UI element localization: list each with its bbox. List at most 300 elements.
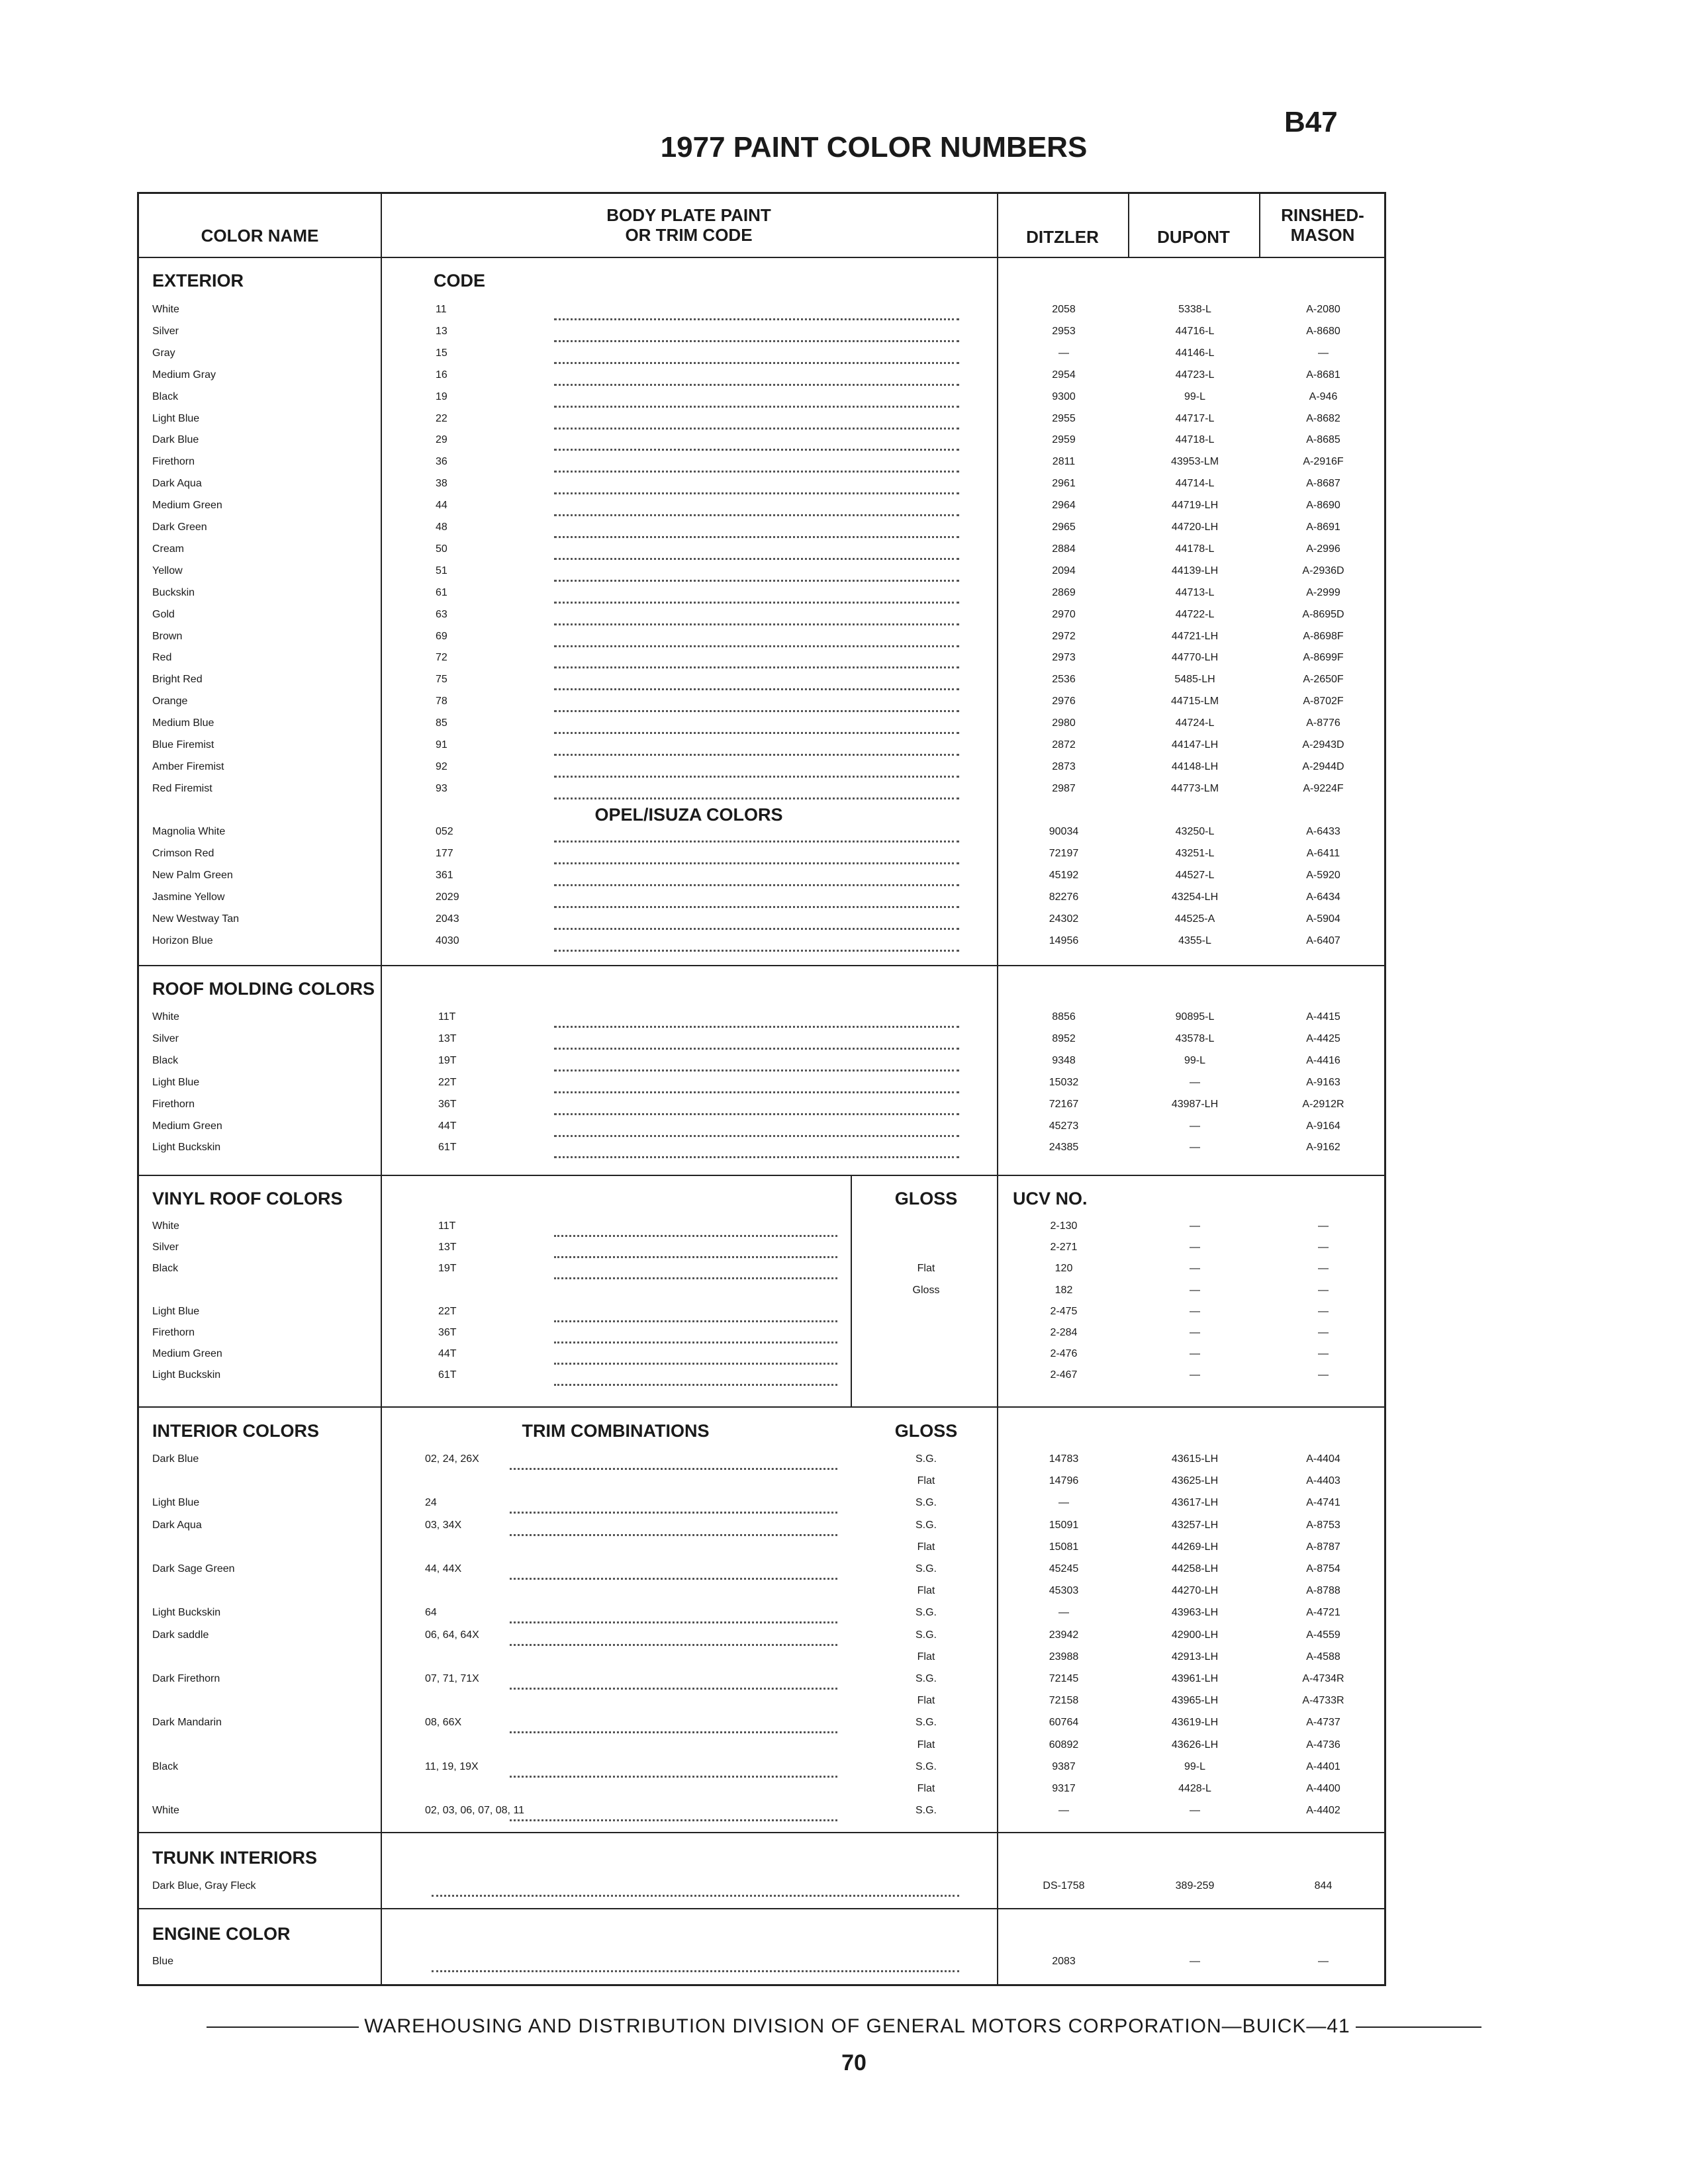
paint-code: 69 — [436, 630, 447, 642]
color-name: Bright Red — [152, 674, 203, 686]
gloss-value: Flat — [917, 1783, 935, 1794]
vinyl-gloss-label: GLOSS — [894, 1189, 958, 1208]
rinshed-mason-number: A-4402 — [1306, 1805, 1340, 1817]
rinshed-mason-number: — — [1318, 1242, 1329, 1253]
ditzler-number: 14956 — [1049, 934, 1079, 946]
page-title: 1977 PAINT COLOR NUMBERS — [660, 131, 1088, 163]
rinshed-mason-number: A-8681 — [1306, 369, 1340, 381]
rinshed-mason-number: A-2916F — [1303, 456, 1344, 468]
ditzler-number: 2964 — [1052, 500, 1076, 512]
ditzler-number: 2869 — [1052, 586, 1076, 598]
gloss-value: Flat — [917, 1585, 935, 1597]
table-row — [139, 913, 1384, 935]
dupont-number: 44713-L — [1175, 586, 1215, 598]
paint-code: 44T — [438, 1120, 457, 1132]
dot-leader — [554, 1332, 837, 1343]
color-name: Magnolia White — [152, 826, 226, 837]
paint-code: 19T — [438, 1054, 457, 1066]
paint-code: 4030 — [436, 934, 459, 946]
table-row — [139, 1629, 1384, 1651]
dupont-number: 99-L — [1184, 1054, 1206, 1066]
dot-leader — [554, 831, 959, 842]
gloss-value: S.G. — [915, 1760, 937, 1772]
dupont-number: 43963-LH — [1171, 1607, 1219, 1619]
dot-leader — [554, 1353, 837, 1365]
dupont-number: 44721-LH — [1171, 630, 1219, 642]
dot-leader — [554, 679, 959, 690]
dupont-number: 43578-L — [1175, 1032, 1215, 1044]
dot-leader — [554, 1017, 959, 1028]
dupont-number: 44720-LH — [1171, 522, 1219, 533]
table-row — [139, 413, 1384, 435]
dupont-number: 44148-LH — [1171, 760, 1219, 772]
dot-leader — [554, 418, 959, 430]
dot-leader — [510, 1766, 837, 1778]
dot-leader — [554, 657, 959, 668]
rinshed-mason-number: A-2996 — [1306, 543, 1340, 555]
table-row — [139, 434, 1384, 456]
paint-code: 36T — [438, 1327, 457, 1338]
dupont-number: — — [1190, 1220, 1200, 1232]
ditzler-number: 9300 — [1052, 390, 1076, 402]
dot-leader — [554, 1247, 837, 1258]
paint-code: 64 — [425, 1607, 437, 1619]
table-row — [139, 304, 1384, 326]
dupont-number: — — [1190, 1142, 1200, 1154]
color-name: Red Firemist — [152, 782, 212, 794]
color-name: Dark Aqua — [152, 478, 202, 490]
ditzler-number: 15081 — [1049, 1541, 1079, 1553]
rinshed-mason-number: A-4736 — [1306, 1739, 1340, 1751]
table-row — [139, 935, 1384, 957]
dot-leader — [554, 1082, 959, 1093]
table-row — [139, 1956, 1384, 1978]
rinshed-mason-number: A-4425 — [1306, 1032, 1340, 1044]
dot-leader — [554, 505, 959, 516]
ucv-number: 2-130 — [1050, 1220, 1078, 1232]
ditzler-number: 2536 — [1052, 674, 1076, 686]
dupont-number: 44269-LH — [1171, 1541, 1219, 1553]
dupont-number: 43625-LH — [1171, 1475, 1219, 1487]
footer-text: WAREHOUSING AND DISTRIBUTION DIVISION OF GENERAL MOTORS CORPORATION—BUICK—41 — [364, 2015, 1350, 2037]
dot-leader — [554, 788, 959, 799]
rinshed-mason-number: A-8788 — [1306, 1585, 1340, 1597]
table-row — [139, 631, 1384, 653]
rinshed-mason-number: A-8698F — [1303, 630, 1344, 642]
section-roof-molding: ROOF MOLDING COLORS — [152, 979, 375, 999]
rule-vinyl-roof — [139, 1175, 1384, 1176]
rinshed-mason-number: A-8754 — [1306, 1563, 1340, 1574]
color-name: Light Blue — [152, 1305, 200, 1317]
table-row — [139, 1563, 1384, 1585]
header-rule — [139, 257, 1384, 258]
dot-leader — [554, 723, 959, 734]
color-name: Light Blue — [152, 412, 200, 424]
header-ditzler: DITZLER — [1026, 227, 1099, 247]
page-number: 70 — [841, 2050, 867, 2075]
dupont-number: 44527-L — [1175, 869, 1215, 881]
interior-gloss-label: GLOSS — [894, 1421, 958, 1441]
ucv-number: 2-467 — [1050, 1369, 1078, 1381]
color-name: New Westway Tan — [152, 913, 240, 925]
dupont-number: — — [1190, 1956, 1200, 1967]
ditzler-number: 45303 — [1049, 1585, 1079, 1597]
rinshed-mason-number: A-2999 — [1306, 586, 1340, 598]
gloss-value: Flat — [917, 1739, 935, 1751]
gloss-value: S.G. — [915, 1607, 937, 1619]
ditzler-number: 23988 — [1049, 1651, 1079, 1662]
dupont-number: 4355-L — [1178, 934, 1211, 946]
dot-leader — [554, 1311, 837, 1322]
paint-code: 24 — [425, 1497, 437, 1509]
dupont-number: — — [1190, 1242, 1200, 1253]
color-name: Orange — [152, 696, 188, 707]
rinshed-mason-number: — — [1318, 1348, 1329, 1360]
dot-leader — [554, 461, 959, 473]
table-row — [139, 891, 1384, 913]
dot-leader — [554, 636, 959, 647]
rinshed-mason-number: A-4737 — [1306, 1717, 1340, 1729]
color-name: Amber Firemist — [152, 760, 224, 772]
paint-code: 85 — [436, 717, 447, 729]
paint-code: 2043 — [436, 913, 459, 925]
rinshed-mason-number: A-5920 — [1306, 869, 1340, 881]
ditzler-number: 2961 — [1052, 478, 1076, 490]
rinshed-mason-number: A-8776 — [1306, 717, 1340, 729]
ditzler-number: 9348 — [1052, 1054, 1076, 1066]
table-row — [139, 696, 1384, 717]
dupont-number: 44258-LH — [1171, 1563, 1219, 1574]
color-name: Blue Firemist — [152, 739, 214, 751]
dot-leader — [554, 919, 959, 930]
color-name: Medium Green — [152, 1120, 222, 1132]
paint-code: 13 — [436, 325, 447, 337]
paint-code: 06, 64, 64X — [425, 1629, 479, 1641]
rinshed-mason-number: — — [1318, 1220, 1329, 1232]
ditzler-number: 2083 — [1052, 1956, 1076, 1967]
table-row — [139, 522, 1384, 543]
color-name: Medium Green — [152, 500, 222, 512]
color-name: Brown — [152, 630, 183, 642]
color-name: Silver — [152, 1032, 179, 1044]
paint-code: 02, 24, 26X — [425, 1453, 479, 1465]
table-row — [139, 1285, 1384, 1306]
paint-code: 63 — [436, 608, 447, 620]
dot-leader — [510, 1459, 837, 1470]
dot-leader — [510, 1569, 837, 1580]
table-row — [139, 1497, 1384, 1519]
page-code: B47 — [1284, 106, 1338, 138]
table-row — [139, 347, 1384, 369]
color-name: Dark Green — [152, 522, 207, 533]
ditzler-number: 2973 — [1052, 652, 1076, 664]
dupont-number: — — [1190, 1348, 1200, 1360]
dupont-number: — — [1190, 1327, 1200, 1338]
gloss-value: Flat — [917, 1475, 935, 1487]
table-row — [139, 870, 1384, 891]
paint-code: 44, 44X — [425, 1563, 462, 1574]
dupont-number: 389-259 — [1175, 1880, 1215, 1891]
ditzler-number: 23942 — [1049, 1629, 1079, 1641]
rinshed-mason-number: A-4403 — [1306, 1475, 1340, 1487]
table-row — [139, 543, 1384, 565]
section-exterior: EXTERIOR — [152, 271, 244, 291]
color-name: Light Buckskin — [152, 1142, 221, 1154]
rinshed-mason-number: A-5904 — [1306, 913, 1340, 925]
dot-leader — [554, 1104, 959, 1115]
rinshed-mason-number: A-9164 — [1306, 1120, 1340, 1132]
rinshed-mason-number: A-2944D — [1302, 760, 1344, 772]
rinshed-mason-number: — — [1318, 347, 1329, 359]
header-mason: MASON — [1290, 225, 1355, 245]
dupont-number: — — [1190, 1120, 1200, 1132]
ditzler-number: 15032 — [1049, 1076, 1079, 1088]
gloss-value: S.G. — [915, 1629, 937, 1641]
rinshed-mason-number: A-4415 — [1306, 1011, 1340, 1023]
dupont-number: 42913-LH — [1171, 1651, 1219, 1662]
color-name: Yellow — [152, 565, 183, 576]
dupont-number: 44722-L — [1175, 608, 1215, 620]
code-label: CODE — [434, 271, 486, 291]
footer — [0, 2015, 1688, 2038]
rinshed-mason-number: A-9224F — [1303, 782, 1344, 794]
gloss-value: S.G. — [915, 1717, 937, 1729]
ditzler-number: 2953 — [1052, 325, 1076, 337]
dupont-number: 44724-L — [1175, 717, 1215, 729]
gloss-value: S.G. — [915, 1673, 937, 1684]
header-dupont: DUPONT — [1157, 227, 1230, 247]
gloss-value: S.G. — [915, 1519, 937, 1531]
dupont-number: 99-L — [1184, 1760, 1206, 1772]
ditzler-number: 2965 — [1052, 522, 1076, 533]
ditzler-number: 2954 — [1052, 369, 1076, 381]
ditzler-number: 45273 — [1049, 1120, 1079, 1132]
ucv-number: 2-271 — [1050, 1242, 1078, 1253]
color-name: New Palm Green — [152, 869, 233, 881]
dupont-number: 44178-L — [1175, 543, 1215, 555]
rinshed-mason-number: A-8753 — [1306, 1519, 1340, 1531]
paint-code: 51 — [436, 565, 447, 576]
color-name: Buckskin — [152, 586, 195, 598]
dupont-number: 43257-LH — [1171, 1519, 1219, 1531]
rinshed-mason-number: A-6433 — [1306, 826, 1340, 837]
paint-code: 48 — [436, 522, 447, 533]
dot-leader — [554, 745, 959, 756]
dupont-number: 43251-L — [1175, 847, 1215, 859]
rinshed-mason-number: A-9163 — [1306, 1076, 1340, 1088]
paint-code: 11T — [438, 1220, 456, 1232]
color-name: Dark Blue, Gray Fleck — [152, 1880, 256, 1891]
dot-leader — [554, 570, 959, 582]
dupont-number: 99-L — [1184, 390, 1206, 402]
rinshed-mason-number: — — [1318, 1327, 1329, 1338]
dupont-number: 44716-L — [1175, 325, 1215, 337]
color-name: Light Blue — [152, 1076, 200, 1088]
table-row — [139, 1475, 1384, 1497]
table-row — [139, 587, 1384, 609]
table-row — [139, 739, 1384, 761]
rinshed-mason-number: A-4741 — [1306, 1497, 1340, 1509]
table-row — [139, 1520, 1384, 1541]
table-row — [139, 1011, 1384, 1033]
rule-interior — [139, 1406, 1384, 1408]
dot-leader — [554, 549, 959, 560]
table-row — [139, 848, 1384, 870]
dot-leader — [554, 853, 959, 864]
dupont-number: — — [1190, 1805, 1200, 1817]
color-name: White — [152, 304, 179, 315]
dot-leader — [510, 1810, 837, 1821]
paint-code: 19 — [436, 390, 447, 402]
dot-leader — [554, 439, 959, 451]
dupont-number: 44773-LM — [1170, 782, 1219, 794]
table-row — [139, 1263, 1384, 1285]
rinshed-mason-number: A-4559 — [1306, 1629, 1340, 1641]
paint-code: 61 — [436, 586, 447, 598]
table-row — [139, 1055, 1384, 1077]
color-name: Jasmine Yellow — [152, 891, 225, 903]
color-name: Blue — [152, 1956, 174, 1967]
paint-code: 36T — [438, 1098, 457, 1110]
color-name: Silver — [152, 325, 179, 337]
table-row — [139, 391, 1384, 413]
dot-leader — [432, 1886, 959, 1897]
footer-rule-right — [1356, 2026, 1481, 2028]
ditzler-number: 9317 — [1052, 1783, 1076, 1794]
paint-code: 177 — [436, 847, 453, 859]
gloss-value: Flat — [917, 1695, 935, 1707]
dupont-number: 5338-L — [1178, 304, 1211, 315]
dot-leader — [554, 592, 959, 604]
rinshed-mason-number: A-946 — [1309, 390, 1338, 402]
dupont-number: — — [1190, 1076, 1200, 1088]
ditzler-number: 2811 — [1052, 456, 1076, 468]
dupont-number: — — [1190, 1369, 1200, 1381]
table-row — [139, 565, 1384, 587]
rinshed-mason-number: A-2650F — [1303, 674, 1344, 686]
ditzler-number: 2970 — [1052, 608, 1076, 620]
color-name: Light Buckskin — [152, 1369, 221, 1381]
table-row — [139, 1306, 1384, 1328]
rinshed-mason-number: — — [1318, 1263, 1329, 1275]
table-row — [139, 609, 1384, 631]
dot-leader — [554, 766, 959, 778]
color-name: Silver — [152, 1242, 179, 1253]
dupont-number: 43626-LH — [1171, 1739, 1219, 1751]
section-interior: INTERIOR COLORS — [152, 1421, 320, 1441]
table-row — [139, 652, 1384, 674]
ditzler-number: 14783 — [1049, 1453, 1079, 1465]
dot-leader — [554, 897, 959, 908]
dupont-number: 44525-A — [1174, 913, 1215, 925]
ditzler-number: 45245 — [1049, 1563, 1079, 1574]
paint-code: 15 — [436, 347, 447, 359]
dot-leader — [554, 701, 959, 712]
dupont-number: 43254-LH — [1171, 891, 1219, 903]
ditzler-number: 2955 — [1052, 412, 1076, 424]
table-row — [139, 369, 1384, 391]
ditzler-number: 60892 — [1049, 1739, 1079, 1751]
section-vinyl-roof: VINYL ROOF COLORS — [152, 1189, 343, 1208]
color-name: Dark Mandarin — [152, 1717, 222, 1729]
ditzler-number: 2972 — [1052, 630, 1076, 642]
rule-trunk — [139, 1832, 1384, 1833]
dot-leader — [554, 309, 959, 320]
ditzler-number: 2094 — [1052, 565, 1076, 576]
color-name: Medium Green — [152, 1348, 222, 1360]
section-engine: ENGINE COLOR — [152, 1924, 291, 1944]
dot-leader — [554, 331, 959, 342]
table-row — [139, 326, 1384, 347]
ditzler-number: 8952 — [1052, 1032, 1076, 1044]
ditzler-number: 2872 — [1052, 739, 1076, 751]
ditzler-number: — — [1058, 1805, 1069, 1817]
table-row — [139, 1739, 1384, 1761]
rinshed-mason-number: 844 — [1314, 1880, 1333, 1891]
dot-leader — [554, 1147, 959, 1158]
paint-code: 29 — [436, 434, 447, 446]
rinshed-mason-number: A-6407 — [1306, 934, 1340, 946]
ditzler-number: 72158 — [1049, 1695, 1079, 1707]
dupont-number: 4428-L — [1178, 1783, 1211, 1794]
paint-code: 08, 66X — [425, 1717, 462, 1729]
color-name: Crimson Red — [152, 847, 214, 859]
dupont-number: 5485-LH — [1174, 674, 1215, 686]
table-row — [139, 1541, 1384, 1563]
color-name: Medium Gray — [152, 369, 216, 381]
rinshed-mason-number: A-6411 — [1306, 847, 1340, 859]
rinshed-mason-number: A-2912R — [1302, 1098, 1344, 1110]
rinshed-mason-number: — — [1318, 1305, 1329, 1317]
table-row — [139, 1880, 1384, 1902]
gloss-value: S.G. — [915, 1805, 937, 1817]
color-name: Light Blue — [152, 1497, 200, 1509]
dot-leader — [554, 1038, 959, 1050]
color-name: Cream — [152, 543, 185, 555]
dupont-number: 44718-L — [1175, 434, 1215, 446]
dot-leader — [554, 396, 959, 408]
dupont-number: 44714-L — [1175, 478, 1215, 490]
paint-code: 02, 03, 06, 07, 08, 11 — [425, 1805, 525, 1817]
dupont-number: 43617-LH — [1171, 1497, 1219, 1509]
table-row — [139, 1120, 1384, 1142]
rinshed-mason-number: A-2936D — [1302, 565, 1344, 576]
dot-leader — [554, 1126, 959, 1137]
paint-code: 16 — [436, 369, 447, 381]
rinshed-mason-number: A-8685 — [1306, 434, 1340, 446]
ucv-number: 120 — [1055, 1263, 1073, 1275]
header-color-name: COLOR NAME — [201, 226, 319, 246]
table-row — [139, 1099, 1384, 1120]
color-name: Black — [152, 1263, 179, 1275]
paint-code: 44T — [438, 1348, 457, 1360]
dot-leader — [510, 1678, 837, 1690]
gloss-value: S.G. — [915, 1497, 937, 1509]
table-row — [139, 826, 1384, 848]
color-name: Dark Aqua — [152, 1519, 202, 1531]
dot-leader — [554, 875, 959, 886]
trim-combinations-label: TRIM COMBINATIONS — [522, 1421, 710, 1441]
table-row — [139, 1585, 1384, 1607]
dot-leader — [510, 1502, 837, 1514]
ditzler-number: 24302 — [1049, 913, 1079, 925]
paint-code: 07, 71, 71X — [425, 1673, 479, 1684]
dupont-number: — — [1190, 1263, 1200, 1275]
table-row — [139, 478, 1384, 500]
ditzler-number: 24385 — [1049, 1142, 1079, 1154]
dupont-number: 44147-LH — [1171, 739, 1219, 751]
paint-code: 19T — [438, 1263, 457, 1275]
